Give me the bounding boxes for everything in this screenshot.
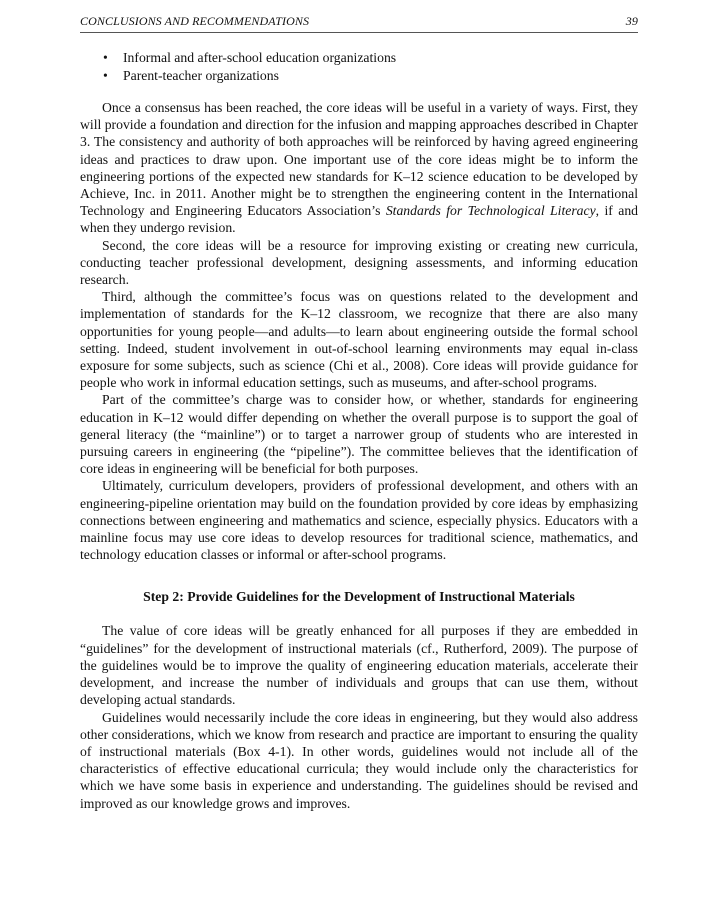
paragraph-second	[80, 237, 638, 289]
running-head	[80, 14, 638, 33]
section-heading: Step 2: Provide Guidelines for the Development of Instructional Materials	[143, 589, 575, 605]
running-head-title: CONCLUSIONS AND RECOMMENDATIONS	[80, 14, 310, 28]
paragraph-text: Part of the committee’s charge was to consider how, or whether, standards for engineering education in K–12 would differ depending on whether the overall purpose is to support the goal of general literacy (the “mainline”) or to target a narrower group of students who are interested in pursuing careers in engineering (the “pipeline”). The committee believes that the identification of core ideas in engineering will be beneficial for both purposes.	[80, 392, 638, 477]
paragraph-guidelines-content: Guidelines would necessarily include the core ideas in engineering, but they would also address other considerations, which we know from research and practice are important to ensuring the quality of instructional materials (Box 4-1). In other words, guidelines would not include all of the characteristics of effective educational curricula; they would include only the characteristics for which we have some basis in experience and understanding. The guidelines should be revised and improved as our knowledge grows and improves.	[80, 709, 638, 811]
paragraph-text: Second, the core ideas will be a resource for improving existing or creating new curricula, conducting teacher professional development, designing assessments, and informing education research.	[80, 237, 638, 288]
paragraph-ultimately	[80, 477, 638, 563]
paragraph-committee-charge	[80, 391, 638, 477]
bullet-list	[80, 49, 638, 84]
paragraph-third	[80, 288, 638, 391]
paragraph-text: Ultimately, curriculum developers, providers of professional development, and others with an engineering-pipeline orientation may build on the foundation provided by core ideas by emphasizing connections between engineering and mathematics and science, especially physics. Educators with a mainline focus may use core ideas to develop resources for traditional science, mathematics, and technology education classes or informal or after-school programs.	[80, 478, 638, 563]
paragraph-text: Once a consensus has been reached, the core ideas will be useful in a variety of ways. First, they will provide a foundation and direction for the infusion and mapping approaches described in Chapter 3. The consistency and authority of both approaches will be reinforced by having agreed engineering ideas and practices to draw upon. One important use of the core ideas might be to inform the engineering portions of the expected new standards for K–12 science education to be developed by Achieve, Inc. in 2011. Another might be to strengthen the engineering content in the International Technology and Engineering Educators Association’s	[80, 100, 638, 219]
paragraph-core-ideas-uses	[80, 99, 638, 237]
bullet-item: • Informal and after-school education organizations	[80, 49, 638, 67]
paragraph-guidelines-value: The value of core ideas will be greatly enhanced for all purposes if they are embedded in “guidelines” for the development of instructional materials (cf., Rutherford, 2009). The purpose of the guidelines would be to improve the quality of engineering education materials, accelerate their development, and increase the number of individuals and groups that can use them, without developing actual standards.	[80, 623, 638, 708]
paragraph-text: , if and when they undergo revision.	[80, 203, 639, 236]
document-page	[80, 14, 638, 812]
book-title: Standards for Technological Literacy	[385, 203, 596, 219]
bullet-item: • Parent-teacher organizations	[80, 67, 638, 85]
paragraph-text: Third, although the committee’s focus was on questions related to the development and implementation of standards for the K–12 classroom, we recognize that there are also many opportunities for young people—and adults—to learn about engineering outside the formal school setting. Indeed, student involvement in out-of-school learning environments may equal in-class exposure for some subjects, such as science (Chi et al., 2008). Core ideas will provide guidance for people who work in informal education settings, such as museums, and after-school programs.	[80, 289, 638, 391]
page-number: 39	[625, 14, 638, 28]
